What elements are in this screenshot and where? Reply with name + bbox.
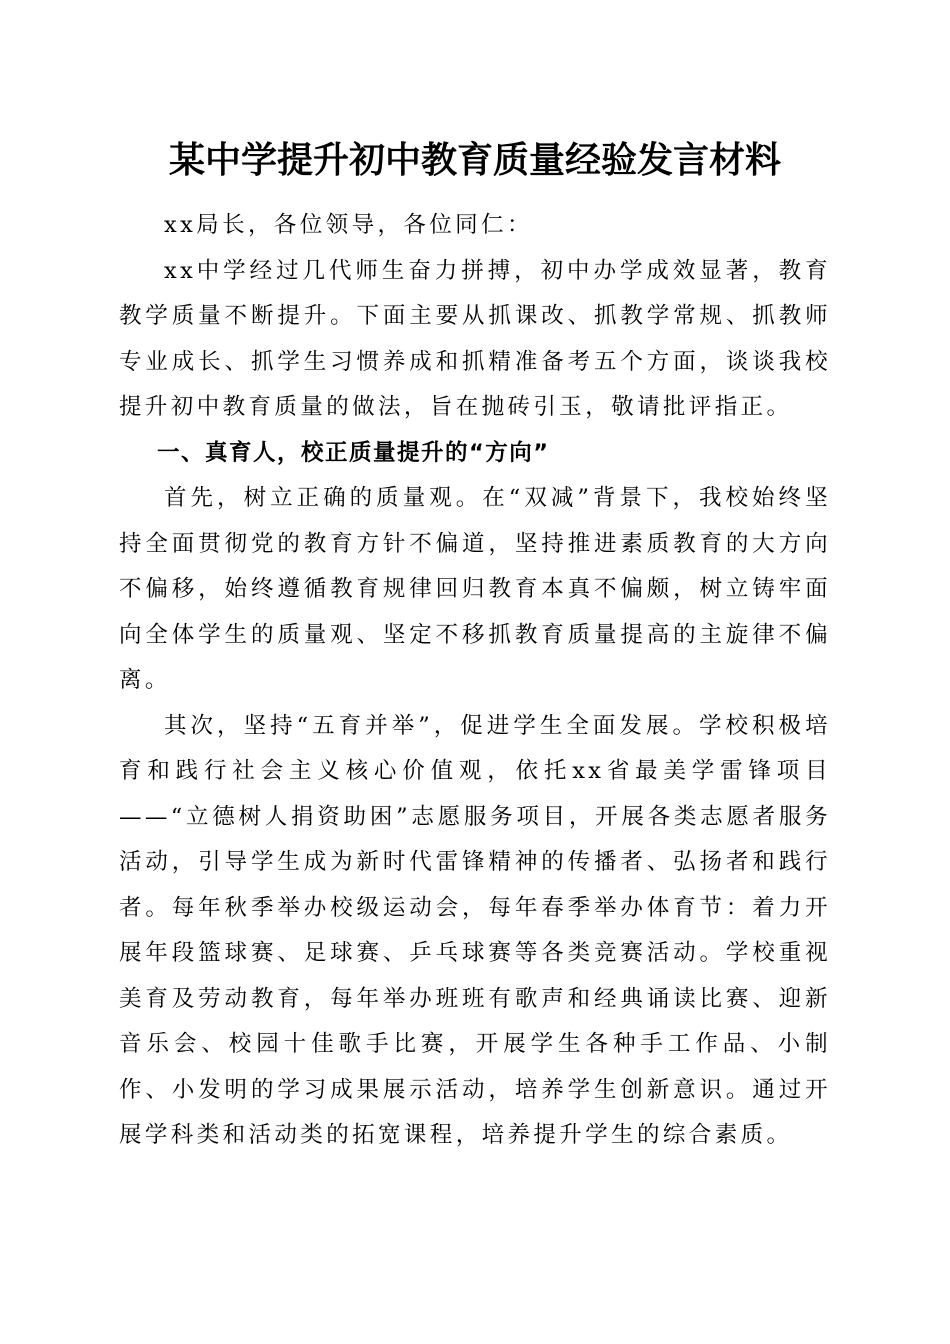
section-paragraph-1: 首先，树立正确的质量观。在“双减”背景下，我校始终坚持全面贯彻党的教育方针不偏道，坚持推进素质教育的大方向不偏移，始终遵循教育规律回归教育本真不偏颇，树立铸牢面向全体学生的质量观、坚定不移抓教育质量提高的主旋律不偏离。: [119, 485, 831, 693]
document-body: [119, 203, 831, 1159]
section-paragraph-2: 其次，坚持“五育并举”，促进学生全面发展。学校积极培育和践行社会主义核心价值观，依托xx省最美学雷锋项目——“立德树人捐资助困”志愿服务项目，开展各类志愿者服务活动，引导学生成为新时代雷锋精神的传播者、弘扬者和践行者。每年秋季举办校级运动会，每年春季举办体育节：着力开展年段篮球赛、足球赛、乒乓球赛等各类竞赛活动。学校重视美育及劳动教育，每年举办班班有歌声和经典诵读比赛、迎新音乐会、校园十佳歌手比赛，开展学生各种手工作品、小制作、小发明的学习成果展示活动，培养学生创新意识。通过开展学科类和活动类的拓宽课程，培养提升学生的综合素质。: [119, 712, 831, 1148]
section-heading: 一、真育人，校正质量提升的“方向”: [157, 439, 550, 466]
document-title: 某中学提升初中教育质量经验发言材料: [168, 139, 781, 181]
salutation: xx局长，各位领导，各位同仁：: [164, 212, 533, 238]
intro-paragraph: xx中学经过几代师生奋力拼搏，初中办学成效显著，教育教学质量不断提升。下面主要从抓课改、抓教学常规、抓教师专业成长、抓学生习惯养成和抓精准备考五个方面，谈谈我校提升初中教育质量的做法，旨在抛砖引玉，敬请批评指正。: [119, 257, 831, 420]
